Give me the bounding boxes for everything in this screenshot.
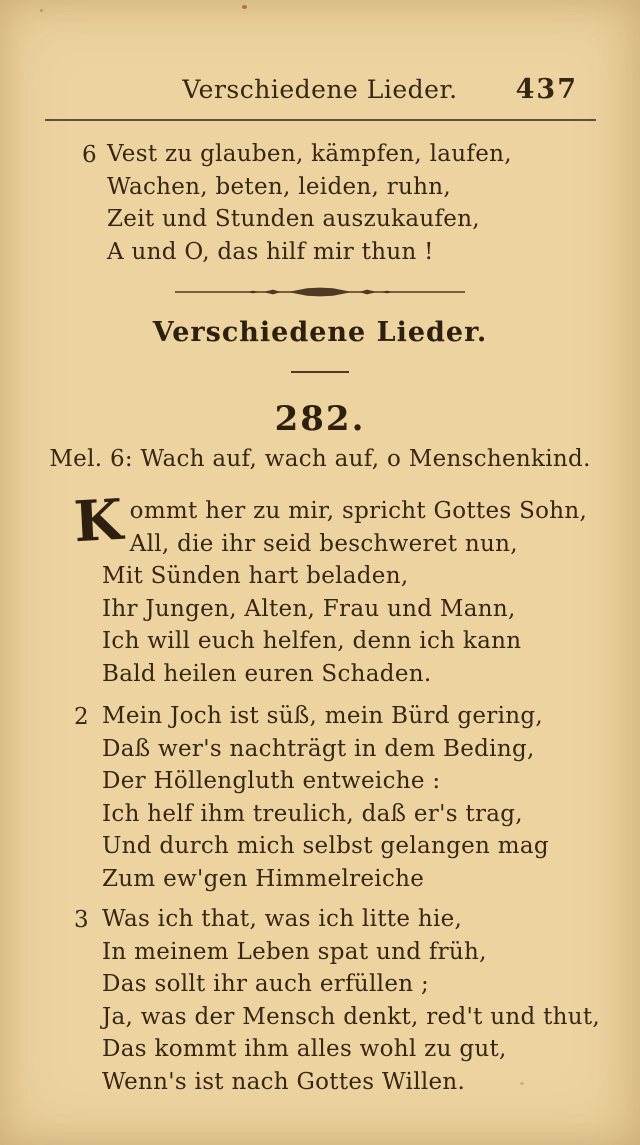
verse-line: Und durch mich selbst gelangen mag [102,833,549,859]
verse-line: Ich will euch helfen, denn ich kann [102,628,522,654]
page-number: 437 [515,74,578,105]
hymn-number: 282. [274,399,366,439]
section-title-rule [291,371,349,373]
verse-line: Ich helf ihm treulich, daß er's trag, [102,800,523,827]
verse-line: Vest zu glauben, kämpfen, laufen, [107,141,512,167]
verse-line: Wachen, beten, leiden, ruhn, [107,173,451,200]
stanza-number: 3 [74,907,89,933]
previous-hymn-stanza [82,138,624,268]
stanza-number: 2 [74,704,89,730]
verse-line: All, die ihr seid beschweret nun, [129,530,518,557]
verse-line: Ja, was der Mensch denkt, red't und thut, [102,1003,601,1030]
verse-line: Das kommt ihm alles wohl zu gut, [102,1036,507,1062]
hymn-stanza-3 [74,903,624,1098]
verse-line: Wenn's ist nach Gottes Willen. [102,1068,466,1095]
verse-line: Daß wer's nachträgt in dem Beding, [102,735,535,762]
melody-reference: Mel. 6: Wach auf, wach auf, o Menschenkind. [49,446,591,472]
section-title: Verschiedene Lieder. [152,317,488,348]
verse-line: In meinem Leben spat und früh, [102,938,487,965]
stanza-number: 6 [82,142,97,168]
hymn-stanza-2 [74,700,624,895]
section-divider-ornament [175,285,465,299]
verse-line: ommt her zu mir, spricht Gottes Sohn, [129,498,588,524]
drop-cap-initial: K [72,486,125,556]
running-header-title: Verschiedene Lieder. [182,75,458,104]
verse-line: Ihr Jungen, Alten, Frau und Mann, [102,595,516,622]
running-header [0,0,640,104]
verse-line: A und O, das hilf mir thun ! [107,238,434,265]
verse-line: Das sollt ihr auch erfüllen ; [102,971,430,997]
verse-line: Was ich that, was ich litte hie, [102,906,463,932]
verse-line: Mein Joch ist süß, mein Bürd gering, [102,703,544,729]
verse-line: Zum ew'gen Himmelreiche [102,865,425,892]
verse-line: Zeit und Stunden auszukaufen, [107,206,480,232]
header-rule [45,119,596,121]
verse-line: Mit Sünden hart beladen, [102,563,409,589]
section-divider [0,285,640,299]
verse-line: Bald heilen euren Schaden. [102,660,432,687]
verse-line: Der Höllengluth entweiche : [102,768,441,794]
hymn-stanza-1 [72,486,624,690]
